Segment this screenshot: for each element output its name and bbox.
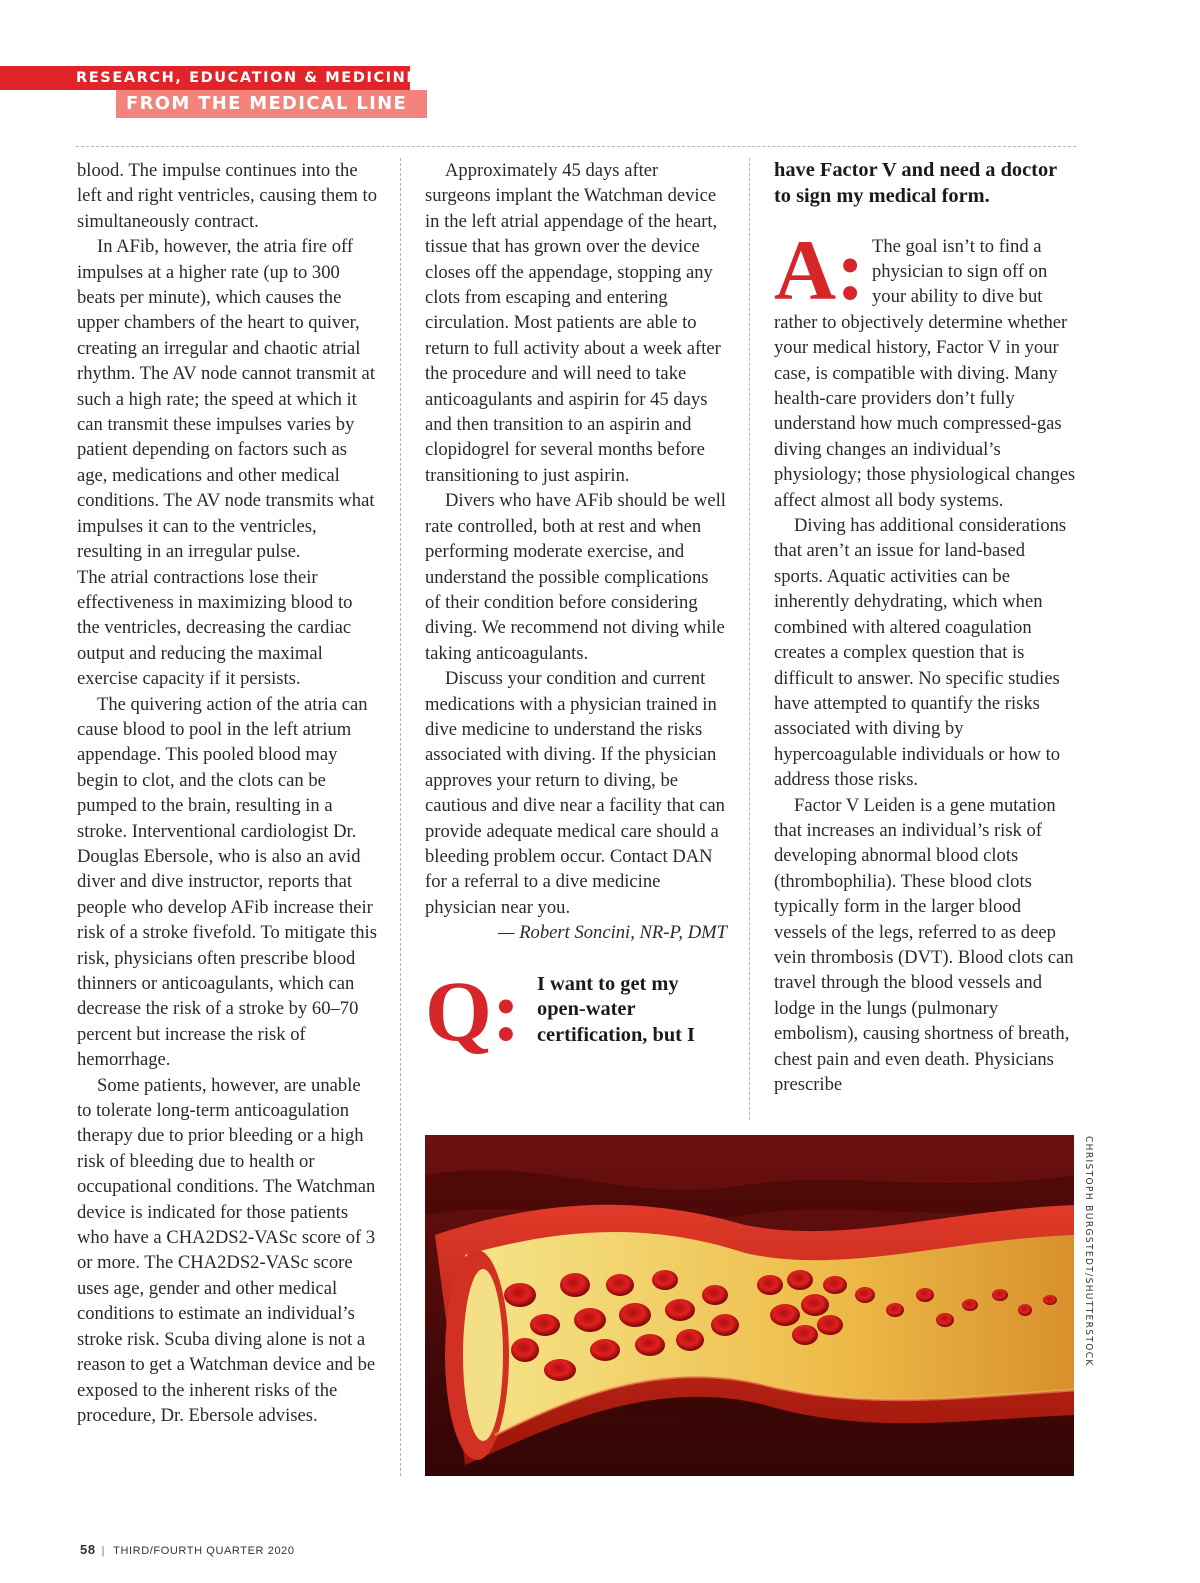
column-divider	[749, 158, 750, 1120]
blood-vessel-illustration	[425, 1135, 1074, 1476]
paragraph: In AFib, however, the atria fire off impulses at a higher rate (up to 300 beats per minute), which causes the upper chambers of the heart to quiver, creating an irregular and chaotic atrial rhythm. The AV node cannot transmit at such a high rate; the speed at which it can transmit these impulses varies by patient depending on factors such as age, medications and other medical conditions. The AV node transmits what impulses it can to the ventricles, resulting in an irregular pulse.	[77, 236, 375, 563]
paragraph: The atrial contractions lose their effectiveness in maximizing blood to the ventricles, decreasing the cardiac output and reducing the maximal exercise capacity if it persists.	[77, 566, 353, 690]
paragraph: blood. The impulse continues into the left and right ventricles, causing them to simultaneously contract.	[77, 160, 377, 232]
article-column-2	[425, 158, 727, 1059]
issue-label: THIRD/FOURTH QUARTER 2020	[113, 1545, 295, 1557]
paragraph: Approximately 45 days after surgeons implant the Watchman device in the left atrial appendage of the heart, tissue that has grown over the device closes off the appendage, stopping any clots from escaping and entering circulation. Most patients are able to return to full activity about a week after the procedure and will need to take anticoagulants and aspirin for 45 days and then transition to an aspirin and clopidogrel for several months before transitioning to just aspirin.	[425, 160, 721, 486]
paragraph: The quivering action of the atria can cause blood to pool in the left atrium appendage. This pooled blood may begin to clot, and the clots can be pumped to the brain, resulting in a stroke. Interventional cardiologist Dr. Douglas Ebersole, who is also an avid diver and dive instructor, reports that people who develop AFib increase their risk of a stroke fivefold. To mitigate this risk, physicians often prescribe blood thinners or anticoagulants, which can decrease the risk of a stroke by 60–70 percent but increase the risk of hemorrhage.	[77, 693, 377, 1071]
paragraph: Diving has additional considerations that aren’t an issue for land-based sports. Aquatic activities can be inherently dehydrating, which when combined with altered coagulation creates a complex question that is difficult to answer. No specific studies have attempted to quantify the risks associated with diving by hypercoagulable individuals or how to address those risks.	[774, 515, 1067, 791]
paragraph: Discuss your condition and current medications with a physician trained in dive medicine to understand the risks associated with diving. If the physician approves your return to diving, be cautious and dive near a facility that can provide adequate medical care should a bleeding problem occur. Contact DAN for a referral to a dive medicine physician near you.	[425, 668, 725, 918]
article-column-3	[774, 158, 1076, 1097]
paragraph: Factor V Leiden is a gene mutation that increases an individual’s risk of developing abnormal blood clots (thrombophilia). These blood clots typically form in the larger blood vessels of the legs, referred to as deep vein thrombosis (DVT). Blood clots can travel through the blood vessels and lodge in the lungs (pulmonary embolism), causing shortness of breath, chest pain and even death. Physicians prescribe	[774, 794, 1074, 1095]
question-continued: have Factor V and need a doctor to sign my medical form.	[774, 159, 1057, 207]
answer-block	[774, 221, 1076, 1098]
page-footer	[80, 1542, 295, 1557]
photo-credit: CHRISTOPH BURGSTEDT/SHUTTERSTOCK	[1083, 1136, 1094, 1367]
article-column-1	[77, 158, 377, 1428]
answer-letter: A:	[774, 221, 865, 318]
author-byline: — Robert Soncini, NR-P, DMT	[498, 922, 727, 944]
paragraph: The goal isn’t to find a physician to sign off on your ability to dive but rather to objectively determine whether your medical history, Factor V in your case, is compatible with diving. Many health-care providers don’t fully understand how much compressed-gas diving changes an individual’s physiology; those physiological changes affect almost all body systems.	[774, 235, 1076, 511]
header-divider	[76, 146, 1076, 147]
subsection-label: FROM THE MEDICAL LINE	[116, 90, 427, 118]
question-text: I want to get my open-water certification, but I	[537, 972, 695, 1047]
question-letter: Q:	[425, 962, 521, 1059]
question-block	[425, 962, 727, 1059]
page-number: 58	[80, 1542, 96, 1557]
paragraph: Some patients, however, are unable to tolerate long-term anticoagulation therapy due to prior bleeding or a high risk of bleeding due to health or occupational conditions. The Watchman device is indicated for those patients who have a CHA2DS2-VASc score of 3 or more. The CHA2DS2-VASc score uses age, gender and other medical conditions to estimate an individual’s stroke risk. Scuba diving alone is not a reason to get a Watchman device and be exposed to the inherent risks of the procedure, Dr. Ebersole advises.	[77, 1074, 376, 1426]
column-divider	[400, 158, 401, 1476]
section-label: RESEARCH, EDUCATION & MEDICINE	[0, 66, 410, 90]
footer-separator: |	[101, 1545, 106, 1557]
paragraph: Divers who have AFib should be well rate controlled, both at rest and when performing moderate exercise, and understand the possible complications of their condition before considering diving. We recommend not diving while taking anticoagulants.	[425, 490, 726, 664]
